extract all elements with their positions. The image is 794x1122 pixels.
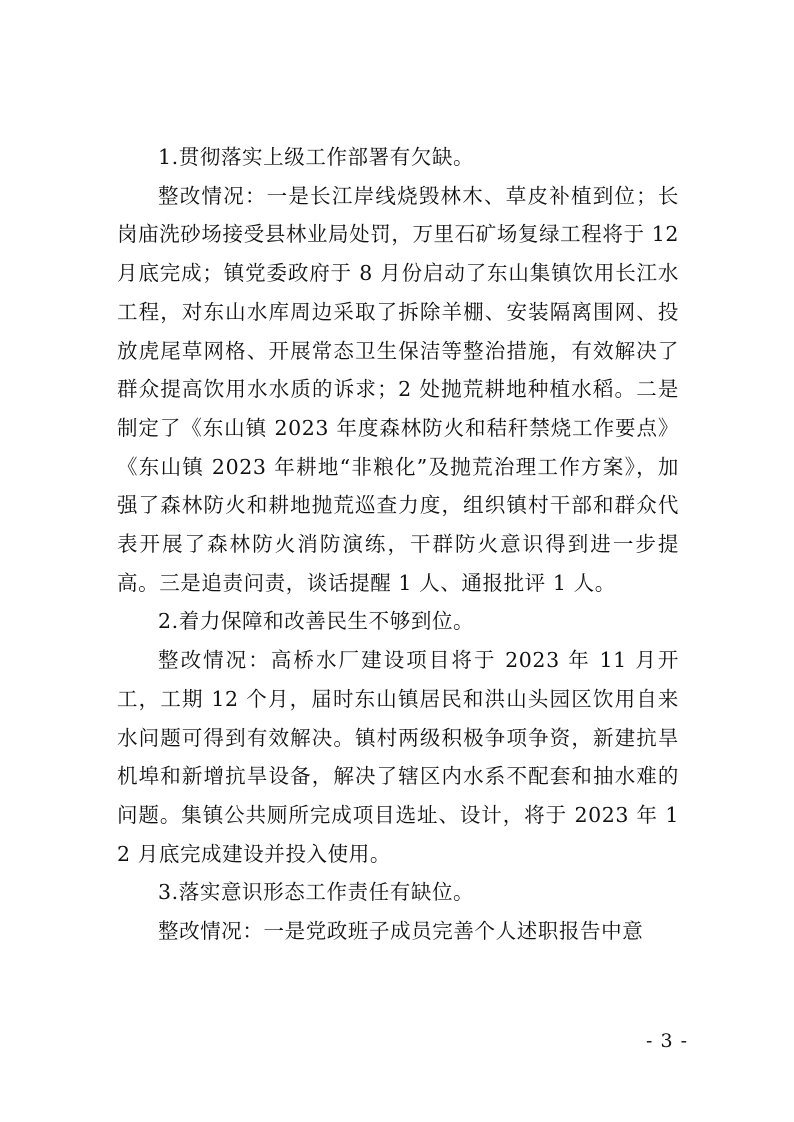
page-number: - 3 - (645, 1030, 688, 1052)
section-paragraph-3: 整改情况：一是党政班子成员完善个人述职报告中意 (158, 919, 644, 944)
section-heading-2: 2.着力保障和改善民生不够到位。 (158, 609, 475, 634)
section-paragraph-2: 整改情况：高桥水厂建设项目将于 2023 年 11 月开工，工期 12 个月，届时东山镇居民和洪山头园区饮用自来水问题可得到有效解决。镇村两级积极争项争资，新建抗旱机埠和新增抗旱设备，解决了辖区内水系不配套和抽水难的问题。集镇公共厕所完成项目选址、设计，将于 2023 年 12 月底完成建设并投入使用。 (117, 648, 679, 866)
section-heading-1: 1.贯彻落实上级工作部署有欠缺。 (158, 145, 475, 169)
section-heading-3: 3.落实意识形态工作责任有缺位。 (158, 880, 475, 905)
section-paragraph-1: 整改情况：一是长江岸线烧毁林木、草皮补植到位；长岗庙洗砂场接受县林业局处罚，万里石矿场复绿工程将于 12 月底完成；镇党委政府于 8 月份启动了东山集镇饮用长江水工程，对东山水库周边采取了拆除羊棚、安装隔离围网、投放虎尾草网格、开展常态卫生保洁等整治措施，有效解决了群众提高饮用水水质的诉求；2 处抛荒耕地种植水稻。二是制定了《东山镇 2023 年度森林防火和秸秆禁烧工作要点》《东山镇 2023 年耕地“非粮化”及抛荒治理工作方案》，加强了森林防火和耕地抛荒巡查力度，组织镇村干部和群众代表开展了森林防火消防演练，干群防火意识得到进一步提高。三是追责问责，谈话提醒 1 人、通报批评 1 人。 (117, 183, 679, 595)
document-body (117, 138, 679, 951)
